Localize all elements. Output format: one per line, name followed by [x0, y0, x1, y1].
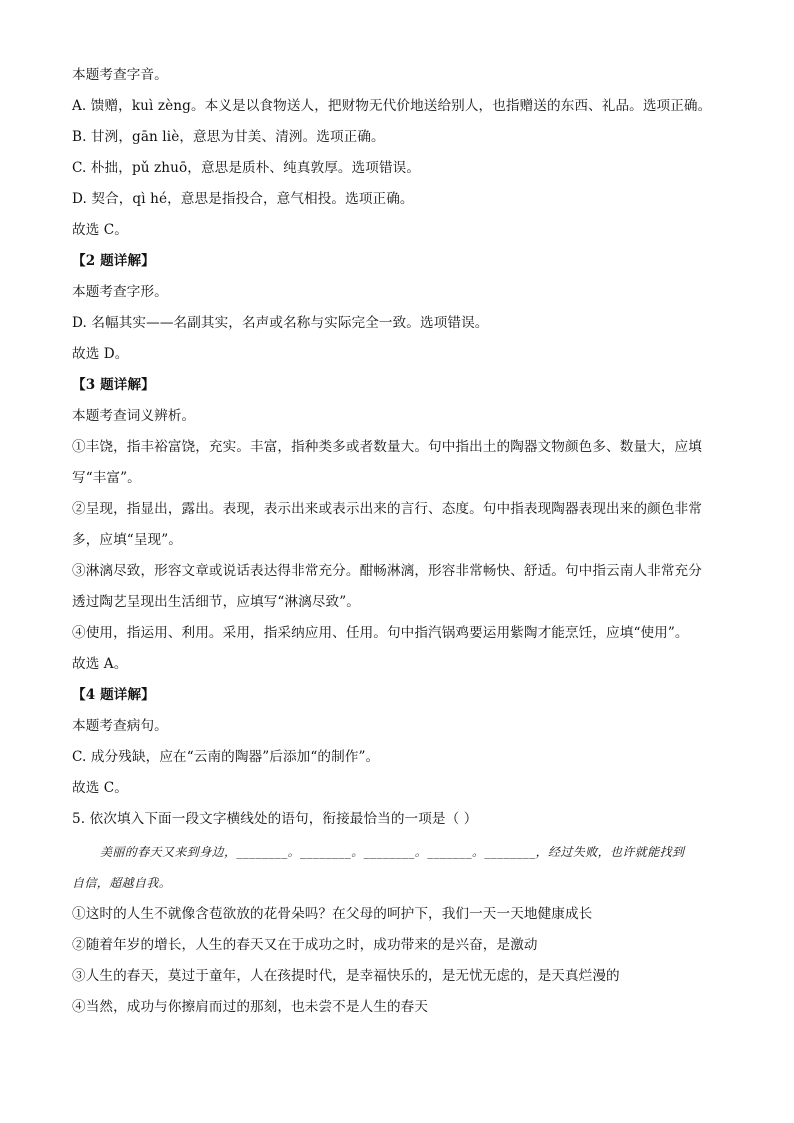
paragraph-option-a: A. 馈赠，kuì zèng。本义是以食物送人，把财物无代价地送给别人，也指赠送的东西、礼品。选项正确。 — [72, 98, 712, 114]
paragraph-q2-option-d: D. 名幅其实——名副其实，名声或名称与实际完全一致。选项错误。 — [72, 315, 489, 331]
paragraph-q3-item-3-cont: 透过陶艺呈现出生活细节，应填写“淋漓尽致”。 — [72, 594, 360, 610]
paragraph-answer-3: 故选 A。 — [72, 656, 128, 672]
paragraph-q3-item-2: ②呈现，指显出，露出。表现，表示出来或表示出来的言行、态度。句中指表现陶器表现出来的颜色非常 — [72, 501, 702, 517]
section-heading-q3: 【3 题详解】 — [72, 377, 155, 393]
paragraph-answer-1: 故选 C。 — [72, 222, 129, 238]
paragraph-q3-item-1-cont: 写“丰富”。 — [72, 470, 141, 486]
paragraph-q3-item-1: ①丰饶，指丰裕富饶，充实。丰富，指种类多或者数量大。句中指出土的陶器文物颜色多、数量大，应填 — [72, 439, 702, 455]
paragraph-option-d: D. 契合，qì hé，意思是指投合，意气相投。选项正确。 — [72, 191, 414, 207]
question-5-stem: 5. 依次填入下面一段文字横线处的语句，衔接最恰当的一项是（ ） — [72, 811, 478, 827]
section-heading-q2: 【2 题详解】 — [72, 253, 155, 269]
paragraph-q3-item-4: ④使用，指运用、利用。采用，指采纳应用、任用。句中指汽锅鸡要运用紫陶才能烹饪，应填“使用”。 — [72, 625, 689, 641]
sentence-option-2: ②随着年岁的增长，人生的春天又在于成功之时，成功带来的是兴奋，是激动 — [72, 937, 538, 953]
section-heading-q4: 【4 题详解】 — [72, 687, 155, 703]
paragraph-q2-topic: 本题考查字形。 — [72, 284, 168, 300]
paragraph-q4-topic: 本题考查病句。 — [72, 718, 168, 734]
sentence-option-1: ①这时的人生不就像含苞欲放的花骨朵吗？在父母的呵护下，我们一天一天地健康成长 — [72, 906, 593, 922]
paragraph-q3-topic: 本题考查词义辨析。 — [72, 408, 196, 424]
paragraph-option-b: B. 甘洌，gān liè，意思为甘美、清洌。选项正确。 — [72, 129, 385, 145]
paragraph-answer-2: 故选 D。 — [72, 346, 129, 362]
paragraph-option-c: C. 朴拙，pǔ zhuō，意思是质朴、纯真敦厚。选项错误。 — [72, 160, 421, 176]
paragraph-answer-4: 故选 C。 — [72, 780, 129, 796]
question-5-passage-cont: 自信，超越自我。 — [72, 876, 172, 890]
question-5-passage: 美丽的春天又来到身边，________。________。________。_______。________，经过失败，也许就能找到 — [100, 845, 685, 859]
paragraph-q3-item-2-cont: 多，应填“呈现”。 — [72, 532, 182, 548]
sentence-option-3: ③人生的春天，莫过于童年，人在孩提时代，是幸福快乐的，是无忧无虑的，是天真烂漫的 — [72, 968, 620, 984]
paragraph-q1-topic: 本题考查字音。 — [72, 67, 168, 83]
sentence-option-4: ④当然，成功与你擦肩而过的那刻，也未尝不是人生的春天 — [72, 999, 429, 1015]
paragraph-q4-option-c: C. 成分残缺，应在“云南的陶器”后添加“的制作”。 — [72, 749, 380, 765]
paragraph-q3-item-3: ③淋漓尽致，形容文章或说话表达得非常充分。酣畅淋漓，形容非常畅快、舒适。句中指云南人非常充分 — [72, 563, 702, 579]
